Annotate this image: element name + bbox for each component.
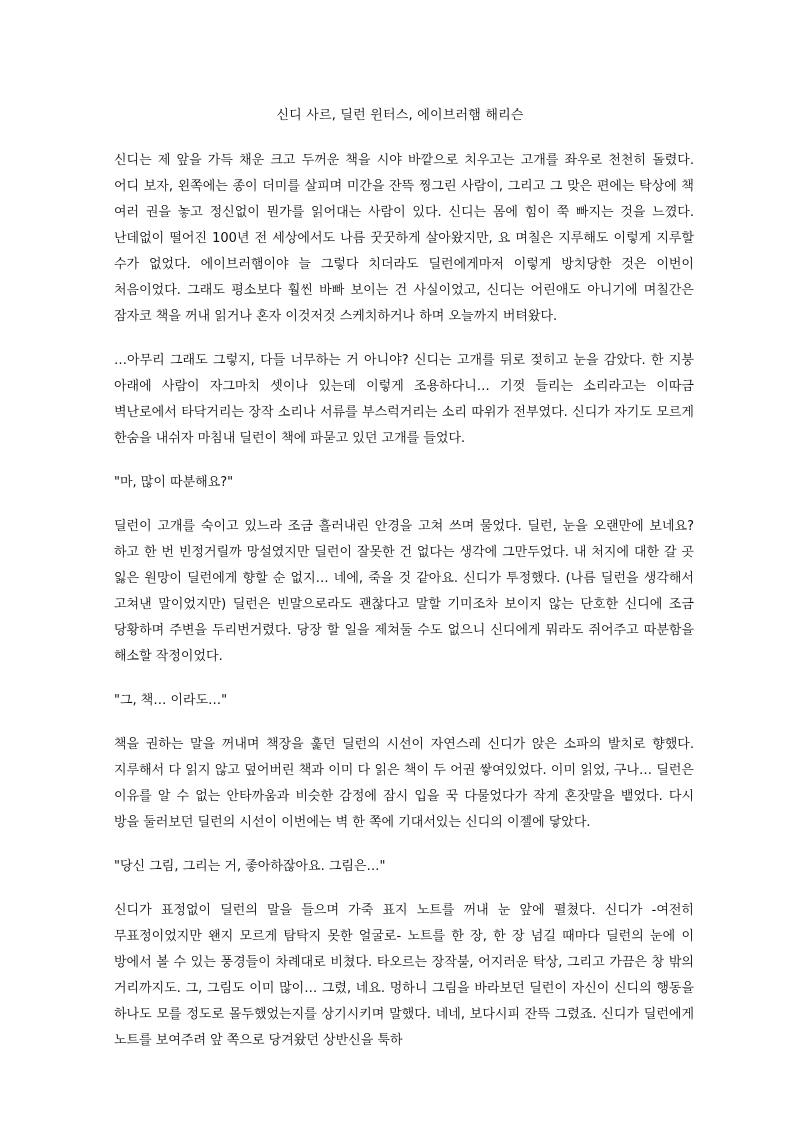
paragraph: 책을 권하는 말을 꺼내며 책장을 훑던 딜런의 시선이 자연스레 신디가 앉은 소파의 발치로 향했다. 지루해서 다 읽지 않고 덮어버린 책과 이미 다 읽은 책이 두 어권 쌓여있었다. 이미 읽었, 구나… 딜런은 이유를 알 수 없는 안타까움과 비슷한 감정에 잠시 입을 꾹 다물었다가 작게 혼잣말을 뱉었다. 다시 방을 둘러보던 딜런의 시선이 이번에는 벽 한 쪽에 기대서있는 신디의 이젤에 닿았다. (114, 737, 694, 830)
dialogue-line: "그, 책… 이라도…" (114, 693, 228, 708)
paragraph: 신디가 표정없이 딜런의 말을 들으며 가죽 표지 노트를 꺼내 눈 앞에 펼쳤다. 신디가 -여전히 무표정이었지만 왠지 모르게 탐탁지 못한 얼굴로- 노트를 한 장, 한 장 넘길 때마다 딜런의 눈에 이 방에서 볼 수 있는 풍경들이 차례대로 비쳤다. 타오르는 장작불, 어지러운 탁상, 그리고 가끔은 창 밖의 거리까지도. 그, 그림도 이미 많이… 그렸, 네요. 멍하니 그림을 바라보던 딜런이 자신이 신디의 행동을 하나도 모를 정도로 몰두했었는지를 상기시키며 말했다. 네네, 보다시피 잔뜩 그렸죠. 신디가 딜런에게 노트를 보여주려 앞 쪽으로 당겨왔던 상반신을 툭하 (114, 903, 694, 1048)
document-title: 신디 사르, 딜런 윈터스, 에이브러햄 해리슨 (276, 108, 524, 123)
paragraph: 딜런이 고개를 숙이고 있느라 조금 흘러내린 안경을 고쳐 쓰며 물었다. 딜런, 눈을 오랜만에 보네요? 하고 한 번 빈정거릴까 망설였지만 딜런이 잘못한 건 없다는 생각에 그만두었다. 내 처지에 대한 갈 곳 잃은 원망이 딜런에게 향할 순 없지… 네에, 죽을 것 같아요. 신디가 투정했다. (나름 딜런을 생각해서 고쳐낸 말이었지만) 딜런은 빈말으로라도 괜찮다고 말할 기미조차 보이지 않는 단호한 신디에 조금 당황하며 주변을 두리번거렸다. 당장 할 일을 제쳐둘 수도 없으니 신디에게 뭐라도 쥐어주고 따분함을 해소할 작정이었다. (114, 519, 694, 664)
dialogue-line: "당신 그림, 그리는 거, 좋아하잖아요. 그림은…" (114, 859, 386, 874)
dialogue-line: "마, 많이 따분해요?" (114, 475, 234, 490)
document-body (114, 148, 694, 1072)
paragraph: 신디는 제 앞을 가득 채운 크고 두꺼운 책을 시야 바깥으로 치우고는 고개를 좌우로 천천히 돌렸다. 어디 보자, 왼쪽에는 종이 더미를 살피며 미간을 잔뜩 찡그린 사람이, 그리고 그 맞은 편에는 탁상에 책 여러 권을 놓고 정신없이 뭔가를 읽어대는 사람이 있다. 신디는 몸에 힘이 쭉 빠지는 것을 느꼈다. 난데없이 떨어진 100년 전 세상에서도 나름 꿋꿋하게 살아왔지만, 요 며칠은 지루해도 이렇게 지루할 수가 없었다. 에이브러햄이야 늘 그렇다 치더라도 딜런에게마저 이렇게 방치당한 것은 이번이 처음이었다. 그래도 평소보다 훨씬 바빠 보이는 건 사실이었고, 신디는 어린애도 아니기에 며칠간은 잠자코 책을 꺼내 읽거나 혼자 이것저것 스케치하거나 하며 오늘까지 버텨왔다. (114, 153, 694, 324)
paragraph: …아무리 그래도 그렇지, 다들 너무하는 거 아니야? 신디는 고개를 뒤로 젖히고 눈을 감았다. 한 지붕 아래에 사람이 자그마치 셋이나 있는데 이렇게 조용하다니… 기껏 들리는 소리라고는 이따금 벽난로에서 타닥거리는 장작 소리나 서류를 부스럭거리는 소리 따위가 전부였다. 신디가 자기도 모르게 한숨을 내쉬자 마침내 딜런이 책에 파묻고 있던 고개를 들었다. (114, 353, 694, 446)
